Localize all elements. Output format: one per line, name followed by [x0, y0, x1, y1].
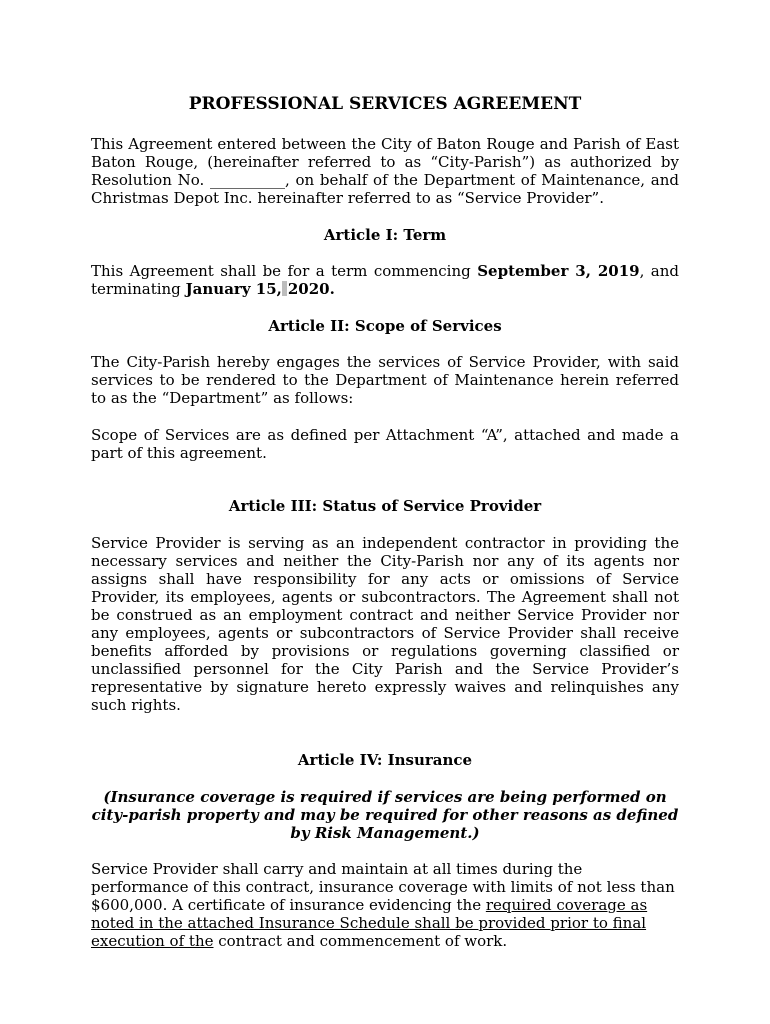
text-cursor	[282, 281, 287, 296]
article-4-heading: Article IV: Insurance	[297, 751, 473, 769]
article-3-heading: Article III: Status of Service Provider	[228, 497, 542, 515]
insurance-note: (Insurance coverage is required if services are being performed on city-parish property and may be required for other reasons as defined by Risk Management.)	[91, 788, 679, 842]
document-title: PROFESSIONAL SERVICES AGREEMENT	[188, 94, 582, 114]
article-4-paragraph	[91, 860, 679, 950]
end-date-part-1: January 15,	[185, 280, 282, 298]
article-1-paragraph	[91, 262, 679, 298]
article-3-paragraph: Service Provider is serving as an independent contractor in providing the necessary services and neither the City-Parish nor any of its agents nor assigns shall have responsibility for any acts or omissions of Service Provider, its employees, agents or subcontractors. The Agreement shall not be construed as an employment contract and neither Service Provider nor any employees, agents or subcontractors of Service Provider shall receive benefits afforded by provisions or regulations governing classified or unclassified personnel for the City Parish and the Service Provider’s representative by signature hereto expressly waives and relinquishes any such rights.	[91, 534, 679, 714]
article-2-heading: Article II: Scope of Services	[268, 317, 502, 335]
intro-paragraph: This Agreement entered between the City of Baton Rouge and Parish of East Baton Rouge, (hereinafter referred to as “City-Parish”) as authorized by Resolution No. __________, on behalf of the Department of Maintenance, and Christmas Depot Inc. hereinafter referred to as “Service Provider”.	[91, 135, 679, 207]
term-text-start: This Agreement shall be for a term commencing	[91, 262, 478, 280]
insurance-underlined-text: required coverage as noted in the attached Insurance Schedule shall be provided prior to final execution of the	[91, 896, 648, 950]
insurance-text-start: Service Provider shall carry and maintain at all times during the performance of this contract, insurance coverage with limits of not less than $600,000. A certificate of insurance evidencing the	[91, 860, 675, 914]
start-date: September 3, 2019	[477, 262, 640, 280]
article-2-paragraph-2: Scope of Services are as defined per Attachment “A”, attached and made a part of this agreement.	[91, 426, 679, 462]
insurance-text-end: contract and commencement of work.	[213, 932, 508, 950]
term-text-between: , and terminating	[91, 262, 680, 298]
end-date-part-2: 2020.	[287, 280, 335, 298]
article-2-paragraph-1: The City-Parish hereby engages the services of Service Provider, with said services to be rendered to the Department of Maintenance herein referred to as the “Department” as follows:	[91, 353, 679, 407]
article-1-heading: Article I: Term	[323, 226, 447, 244]
